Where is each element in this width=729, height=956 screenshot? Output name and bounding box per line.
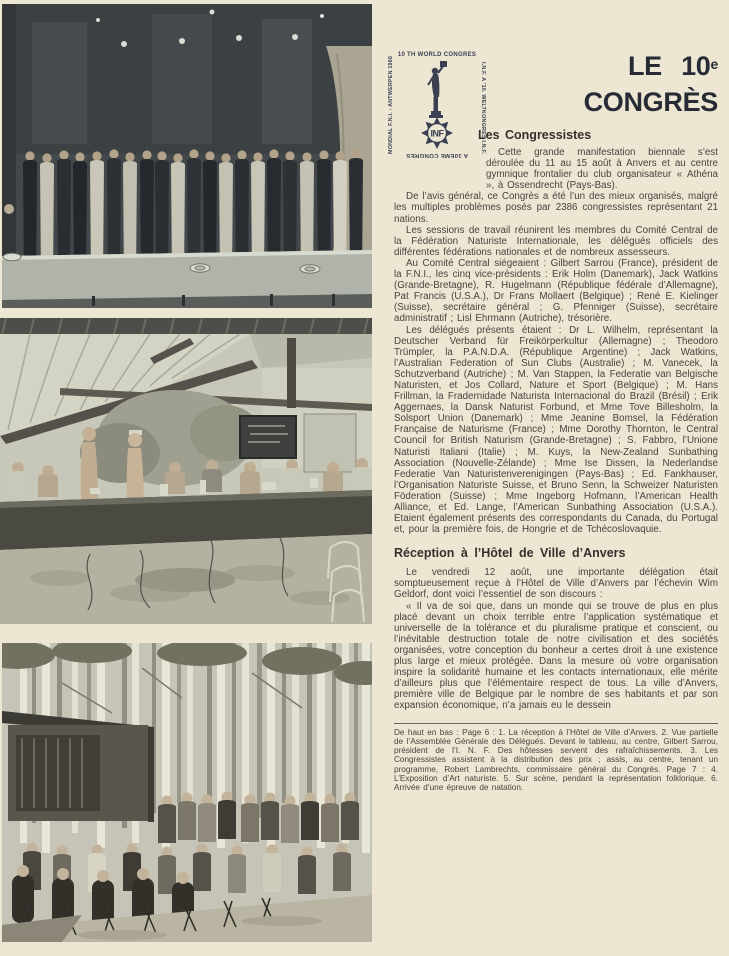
paragraph: De l’avis général, ce Congrès a été l’un des mieux organisés, malgré les multiples problèmes posés par 2386 congressistes représentant 21 nations. [394, 191, 718, 225]
paragraph: Au Comité Central siégeaient : Gilbert Sarrou (France), président de la F.N.I., les cinq vice-présidents : Erik Holm (Danemark), Jack Watkins (Grande-Bretagne), R. Hugelmann (République fédérale d’Allemagne), Pat Francis (U.S.A.), Dr Frans Mollaert (Belgique) ; René E. Kielinger (Suisse), secrétaire général ; G. Pfenniger (Suisse), secrétaire administratif ; Lisl Ehrmann (Autriche), trésorière. [394, 257, 718, 325]
paragraph: Les délégués présents étaient : Dr L. Wilhelm, représentant la Deutscher Verband für Freikörperkultur (Allemagne) ; Theodoro Trümpler, la P.A.N.D.A. (République Argentine) ; Jack Watkins, l’Australian Federation of Sun Clubs (Australie) ; M. Vanecek, la Schutzverband (Autriche) ; M. Van Stappen, la Federatie van Belgische Naturisten, et Jos Collard, Nature et Sport (Belgique) ; M. Hans Frillman, la Fradernidade Naturista Internacional do Brazil (Brésil) ; Erik Aggernaes, la Dansk Naturist Forbund, et Mme Tove Billesholm, la Solsport Union (Danemark) ; Mme Jeanine Bomsel, la Fédération Française de Naturisme (France) ; Mme Dorothy Thornton, le Central Council for British Naturism (Grande-Bretagne) ; S. Fabbro, l’Unione Naturisti Italiani (Italie) ; M. Kuys, la New-Zealand Sunbathing Association (Nouvelle-Zélande) ; Mme Ise Dissen, la Nederlandse Federatie Van Naturistenverenigingen (Pays-Bas) ; Ed. Fankhauser, l’Organisation Naturiste Suisse, et Bruno Senn, la Schweizer Naturisten Föderation (Suisse) ; Mme Ingeborg Hofmann, l’American Health Alliance, et Ed. Lange, l’American Sunbathing Association (U.S.A.). Etaient également présents des correspondants du Canada, du Portugal et, pour la première fois, de Hongrie et de Tchécoslovaquie. [394, 324, 718, 536]
photo-assembly-illustration [0, 318, 372, 624]
statue-sun-icon [402, 59, 472, 156]
photo-captions: De haut en bas : Page 6 : 1. La réception à l’Hôtel de Ville d’Anvers. 2. Vue partielle de l’Assemblée Générale des Délégués. Devant le tableau, au centre, Gilbert Sarrou, président de l’I. N. F. Des hôtesses servent des rafraîchissements. 3. Les Congressistes assistent à la distribution des prix ; assis, au centre, tenant un programme, Robert Lambrechts, commissaire général du Congrès. Page 7 : 4. L’Exposition d’Art naturiste. 5. Sur scène, pendant la représentation folklorique. 6. Arrivée d’une épreuve de natation. [394, 727, 718, 793]
emblem-top-text: 10 TH WORLD CONGRES [397, 52, 477, 58]
photo-distribution-des-prix [2, 643, 372, 942]
page-title: LE 10e CONGRÈS [583, 51, 718, 117]
blackboard [240, 416, 296, 458]
photo-forest-audience-illustration [2, 643, 372, 942]
paragraph: Les sessions de travail réunirent les membres du Comité Central de la Fédération Naturiste Internationale, les délégués officiels des différentes fédérations nationales et de nombreux assesseurs. [394, 224, 718, 258]
emblem-left-text: MONDIAL F.N.I. - ANTWERPEN 1966 [388, 55, 394, 154]
wooden-shed [2, 711, 154, 822]
congress-emblem [388, 52, 486, 158]
group-of-delegates [23, 149, 363, 258]
paragraph: Cette grande manifestation biennale s’est déroulée du 11 au 15 août à Anvers et au centre gymnique frontalier du club organisateur « Athéna », à Ossendrecht (Pays-Bas). [486, 147, 718, 192]
photo-assemblee-generale [0, 318, 372, 624]
paragraph: Le vendredi 12 août, une importante délégation était somptueusement reçue à l’Hôtel de Ville d’Anvers par l’échevin Wim Geldorf, dont voici l’essentiel de son discours : [394, 567, 718, 601]
article-column [388, 46, 718, 793]
emblem-bottom-text: A 10EME CONGRES [406, 152, 468, 158]
emblem-right-text: I.N.F. A ’10. WELTKONGRES I.N.F. [480, 62, 486, 155]
photo-reception-illustration [2, 4, 372, 308]
section-heading-congressistes: Les Congressistes [478, 128, 592, 142]
photo-reception-hotel-de-ville [2, 4, 372, 308]
emblem-center-text: INF [430, 128, 444, 139]
caption-divider [394, 723, 718, 724]
section-heading-reception: Réception à l’Hôtel de Ville d’Anvers [394, 546, 626, 561]
paragraph: « Il va de soi que, dans un monde qui se trouve de plus en plus placé devant un choix terrible entre l’application systématique et universelle de la tolérance et du pluralisme pratique et conscient, ou l’inévitable destruction totale de notre civilisation et des sociétés organisées, votre conception du bonheur a certes droit à une existence plus large et mieux protégée. Dans la mesure où votre organisation inspire la solidarité humaine et les contacts internationaux, elle mérite d’ailleurs plus que l’élémentaire respect de tous. La ville d’Anvers, première ville de Belgique par le nombre de ses habitants et par son expansion économique, n’a jamais eu le dessein [394, 600, 718, 712]
